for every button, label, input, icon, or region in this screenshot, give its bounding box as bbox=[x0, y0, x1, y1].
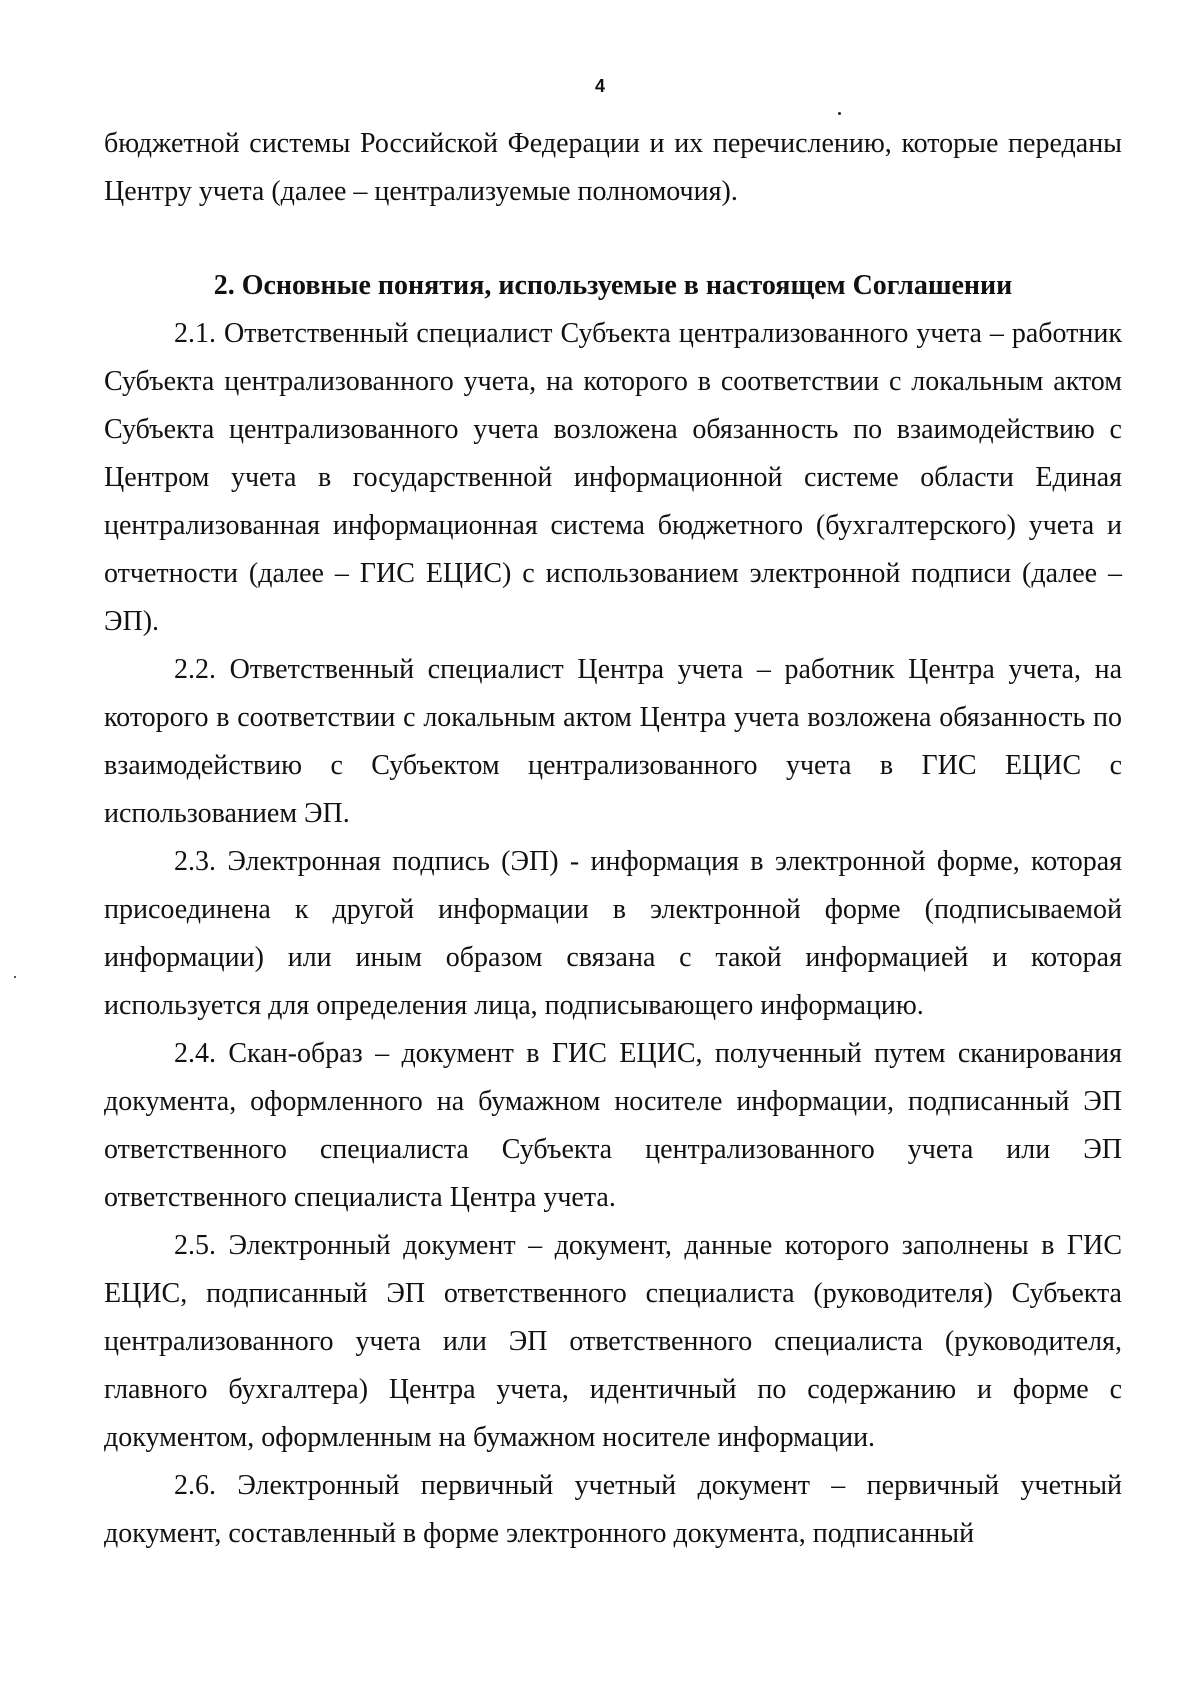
paragraph-number: 2.6. bbox=[174, 1470, 216, 1501]
paragraph-number: 2.1. bbox=[174, 318, 216, 349]
definitions-list bbox=[104, 310, 1122, 1558]
paragraph-number: 2.4. bbox=[174, 1038, 216, 1069]
definition-paragraph bbox=[104, 310, 1122, 646]
scan-speck bbox=[838, 112, 841, 115]
paragraph-text: Электронный первичный учетный документ – первичный учетный документ, составленный в форме электронного документа, подписанный bbox=[104, 1470, 1123, 1549]
paragraph-text: Электронная подпись (ЭП) - информация в электронной форме, которая присоединена к другой информации в электронной форме (подписываемой информации) или иным образом связана с такой информацией и которая используется для определения лица, подписывающего информацию. bbox=[104, 846, 1122, 1021]
paragraph-text: Ответственный специалист Центра учета – работник Центра учета, на которого в соответствии с локальным актом Центра учета возложена обязанность по взаимодействию с Субъектом централизованного учета в ГИС ЕЦИС с использованием ЭП. bbox=[104, 654, 1122, 829]
definition-paragraph bbox=[104, 1462, 1122, 1558]
paragraph-number: 2.2. bbox=[174, 654, 216, 685]
scan-speck bbox=[14, 976, 16, 978]
document-body bbox=[104, 120, 1122, 1558]
paragraph-text: Электронный документ – документ, данные которого заполнены в ГИС ЕЦИС, подписанный ЭП ответственного специалиста (руководителя) Субъекта централизованного учета или ЭП ответственного специалиста (руководителя, главного бухгалтера) Центра учета, идентичный по содержанию и форме с документом, оформленным на бумажном носителе информации. bbox=[104, 1230, 1123, 1453]
definition-paragraph bbox=[104, 838, 1122, 1030]
intro-paragraph: бюджетной системы Российской Федерации и их перечислению, которые переданы Центру учета (далее – централизуемые полномочия). bbox=[104, 128, 1122, 207]
section-heading: 2. Основные понятия, используемые в настоящем Соглашении bbox=[213, 270, 1013, 301]
paragraph-text: Ответственный специалист Субъекта централизованного учета – работник Субъекта централизованного учета, на которого в соответствии с локальным актом Субъекта централизованного учета возложена обязанность по взаимодействию с Центром учета в государственной информационной системе области Единая централизованная информационная система бюджетного (бухгалтерского) учета и отчетности (далее – ГИС ЕЦИС) с использованием электронной подписи (далее – ЭП). bbox=[104, 318, 1122, 637]
paragraph-number: 2.3. bbox=[174, 846, 216, 877]
definition-paragraph bbox=[104, 646, 1122, 838]
paragraph-number: 2.5. bbox=[174, 1230, 216, 1261]
definition-paragraph bbox=[104, 1030, 1122, 1222]
page-number: 4 bbox=[594, 76, 605, 96]
paragraph-text: Скан-образ – документ в ГИС ЕЦИС, полученный путем сканирования документа, оформленного на бумажном носителе информации, подписанный ЭП ответственного специалиста Субъекта централизованного учета или ЭП ответственного специалиста Центра учета. bbox=[104, 1038, 1122, 1213]
definition-paragraph bbox=[104, 1222, 1122, 1462]
